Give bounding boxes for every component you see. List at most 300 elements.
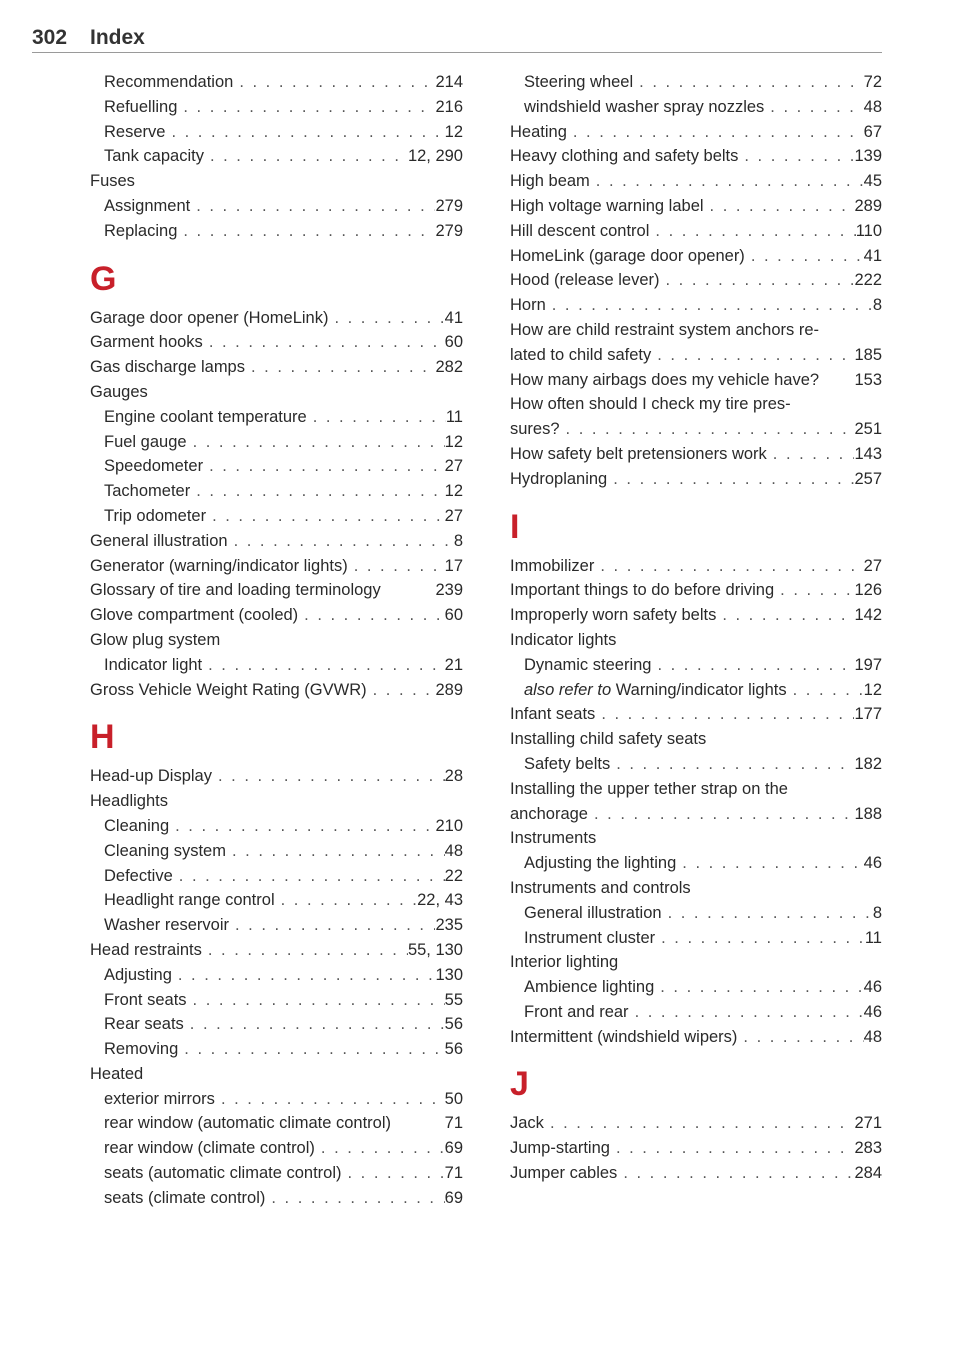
index-entry bbox=[510, 802, 882, 827]
leader-dots bbox=[737, 1025, 863, 1050]
index-entry bbox=[510, 343, 882, 368]
entry-label: lated to child safety bbox=[510, 345, 652, 364]
index-entry bbox=[90, 963, 463, 988]
entry-page-ref: 12 bbox=[863, 680, 882, 699]
entry-page-ref: 279 bbox=[435, 221, 463, 240]
leader-dots bbox=[607, 467, 854, 492]
entry-label: Instruments bbox=[510, 829, 597, 848]
index-entry bbox=[90, 888, 463, 913]
index-entry bbox=[510, 417, 882, 442]
entry-label: Fuel gauge bbox=[104, 432, 187, 451]
index-heading bbox=[90, 789, 463, 814]
entry-page-ref: 11 bbox=[445, 407, 463, 426]
leader-dots bbox=[617, 1161, 854, 1186]
entry-page-ref: 185 bbox=[854, 345, 882, 364]
leader-dots bbox=[178, 1037, 444, 1062]
entry-label: Heating bbox=[510, 122, 567, 141]
leader-dots bbox=[704, 194, 855, 219]
entry-label: Tachometer bbox=[104, 482, 191, 501]
leader-dots bbox=[649, 219, 855, 244]
leader-dots bbox=[307, 405, 446, 430]
entry-page-ref: 257 bbox=[854, 469, 882, 488]
entry-label: Hydroplaning bbox=[510, 469, 608, 488]
entry-label: Gross Vehicle Weight Rating (GVWR) bbox=[90, 680, 367, 699]
entry-page-ref: 27 bbox=[444, 506, 463, 525]
leader-dots bbox=[190, 194, 435, 219]
entry-label: How often should I check my tire pres- bbox=[510, 395, 791, 414]
leader-dots bbox=[226, 839, 445, 864]
entry-page-ref: 177 bbox=[854, 705, 882, 724]
index-heading bbox=[510, 318, 882, 343]
index-entry bbox=[510, 851, 882, 876]
index-heading bbox=[510, 628, 882, 653]
entry-page-ref: 17 bbox=[444, 556, 463, 575]
entry-label: Reserve bbox=[104, 122, 166, 141]
index-column-left bbox=[90, 70, 463, 1211]
entry-label: Horn bbox=[510, 296, 546, 315]
entry-page-ref: 210 bbox=[435, 816, 463, 835]
entry-page-ref: 11 bbox=[864, 928, 882, 947]
index-entry bbox=[510, 702, 882, 727]
entry-page-ref: 27 bbox=[444, 457, 463, 476]
leader-dots bbox=[298, 603, 444, 628]
entry-label: General illustration bbox=[90, 531, 228, 550]
entry-page-ref: 46 bbox=[863, 854, 882, 873]
entry-page-ref: 41 bbox=[444, 308, 463, 327]
leader-dots bbox=[633, 70, 863, 95]
entry-label: Immobilizer bbox=[510, 556, 595, 575]
index-entry bbox=[510, 442, 882, 467]
entry-page-ref: 12 bbox=[444, 482, 463, 501]
entry-page-ref: 279 bbox=[435, 196, 463, 215]
entry-label: Speedometer bbox=[104, 457, 204, 476]
entry-label: Indicator lights bbox=[510, 630, 617, 649]
index-entry bbox=[90, 405, 463, 430]
entry-label: Intermittent (windshield wipers) bbox=[510, 1027, 738, 1046]
index-letter-g: G bbox=[90, 259, 117, 298]
leader-dots bbox=[202, 653, 445, 678]
entry-label: High voltage warning label bbox=[510, 196, 704, 215]
entry-page-ref: 48 bbox=[863, 97, 882, 116]
entry-page-ref: 12, 290 bbox=[407, 147, 463, 166]
index-entry bbox=[510, 926, 882, 951]
entry-label: Refuelling bbox=[104, 97, 178, 116]
entry-label: How many airbags does my vehicle have? bbox=[510, 370, 820, 389]
entry-page-ref: 46 bbox=[863, 978, 882, 997]
entry-label: Head-up Display bbox=[90, 767, 212, 786]
index-entry bbox=[510, 678, 882, 703]
entry-page-ref: 289 bbox=[435, 680, 463, 699]
index-entry bbox=[510, 144, 882, 169]
leader-dots bbox=[315, 1136, 445, 1161]
index-heading bbox=[90, 169, 463, 194]
index-entry bbox=[90, 529, 463, 554]
index-heading bbox=[510, 950, 882, 975]
entry-label: Indicator light bbox=[104, 655, 203, 674]
index-entry bbox=[510, 901, 882, 926]
entry-page-ref: 12 bbox=[444, 432, 463, 451]
entry-page-ref: 71 bbox=[444, 1114, 463, 1133]
entry-label: rear window (automatic climate control) bbox=[104, 1114, 392, 1133]
index-entry bbox=[90, 814, 463, 839]
entry-label: Engine coolant temperature bbox=[104, 407, 307, 426]
leader-dots bbox=[177, 219, 435, 244]
index-heading bbox=[510, 777, 882, 802]
leader-dots bbox=[659, 268, 854, 293]
index-entry bbox=[90, 95, 463, 120]
entry-label: How safety belt pretensioners work bbox=[510, 444, 767, 463]
entry-page-ref: 235 bbox=[435, 916, 463, 935]
leader-dots bbox=[229, 913, 435, 938]
index-entry bbox=[90, 306, 463, 331]
leader-dots bbox=[654, 975, 863, 1000]
index-entry bbox=[510, 368, 882, 393]
leader-dots bbox=[187, 430, 445, 455]
index-entry bbox=[510, 95, 882, 120]
leader-dots bbox=[544, 1111, 855, 1136]
index-entry bbox=[510, 603, 882, 628]
leader-dots bbox=[328, 306, 444, 331]
leader-dots bbox=[745, 244, 864, 269]
entry-label: Infant seats bbox=[510, 705, 596, 724]
index-heading bbox=[510, 826, 882, 851]
entry-label: Generator (warning/indicator lights) bbox=[90, 556, 348, 575]
leader-dots bbox=[567, 120, 864, 145]
leader-dots bbox=[342, 1161, 445, 1186]
entry-page-ref: 284 bbox=[854, 1164, 882, 1183]
index-entry bbox=[90, 479, 463, 504]
leader-dots bbox=[764, 95, 863, 120]
entry-page-ref: 139 bbox=[854, 147, 882, 166]
leader-dots bbox=[595, 702, 854, 727]
entry-label: Gas discharge lamps bbox=[90, 358, 245, 377]
entry-label: Garage door opener (HomeLink) bbox=[90, 308, 329, 327]
index-entry bbox=[90, 330, 463, 355]
leader-dots bbox=[651, 653, 854, 678]
entry-page-ref: 56 bbox=[444, 1040, 463, 1059]
index-entry bbox=[90, 864, 463, 889]
leader-dots bbox=[610, 1136, 855, 1161]
entry-page-ref: 214 bbox=[435, 73, 463, 91]
leader-dots bbox=[560, 417, 855, 442]
index-entry bbox=[510, 1000, 882, 1025]
entry-page-ref: 22, 43 bbox=[417, 891, 463, 910]
index-entry bbox=[90, 1136, 463, 1161]
entry-label: Instrument cluster bbox=[524, 928, 656, 947]
leader-dots bbox=[172, 963, 436, 988]
index-entry bbox=[90, 219, 463, 244]
entry-label: Jack bbox=[510, 1114, 544, 1133]
leader-dots bbox=[245, 355, 435, 380]
entry-page-ref: 271 bbox=[854, 1114, 882, 1133]
page-header bbox=[32, 22, 882, 53]
index-heading bbox=[510, 876, 882, 901]
index-entry bbox=[90, 1111, 463, 1136]
entry-page-ref: 67 bbox=[863, 122, 882, 141]
see-also-target: Warning/indicator lights bbox=[615, 680, 787, 699]
leader-dots bbox=[629, 1000, 864, 1025]
leader-dots bbox=[275, 888, 418, 913]
index-entry bbox=[510, 1111, 882, 1136]
index-entry bbox=[90, 194, 463, 219]
leader-dots bbox=[594, 554, 863, 579]
entry-page-ref: 282 bbox=[435, 358, 463, 377]
entry-label: anchorage bbox=[510, 804, 588, 823]
leader-dots bbox=[203, 330, 445, 355]
entry-label: Jumper cables bbox=[510, 1164, 618, 1183]
leader-dots bbox=[676, 851, 863, 876]
entry-page-ref: 8 bbox=[872, 903, 882, 922]
entry-page-ref: 48 bbox=[863, 1027, 882, 1046]
entry-label: Headlights bbox=[90, 792, 168, 811]
entry-page-ref: 27 bbox=[863, 556, 882, 575]
leader-dots bbox=[215, 1087, 445, 1112]
index-entry bbox=[510, 169, 882, 194]
entry-page-ref: 289 bbox=[854, 196, 882, 215]
entry-label: Glossary of tire and loading terminology bbox=[90, 581, 381, 600]
index-entry bbox=[90, 1012, 463, 1037]
entry-page-ref: 69 bbox=[444, 1188, 463, 1207]
entry-label: Adjusting the lighting bbox=[524, 854, 677, 873]
entry-label: How are child restraint system anchors re- bbox=[510, 320, 820, 339]
entry-label: seats (automatic climate control) bbox=[104, 1164, 342, 1183]
entry-label: Adjusting bbox=[104, 965, 172, 984]
index-entry bbox=[510, 467, 882, 492]
leader-dots bbox=[202, 938, 408, 963]
entry-page-ref: 71 bbox=[444, 1164, 463, 1183]
index-entry bbox=[90, 70, 463, 95]
entry-label: Recommendation bbox=[104, 73, 234, 91]
leader-dots bbox=[212, 764, 445, 789]
leader-dots bbox=[203, 454, 445, 479]
index-entry bbox=[510, 120, 882, 145]
leader-dots bbox=[738, 144, 854, 169]
entry-label: Garment hooks bbox=[90, 333, 203, 352]
entry-label: seats (climate control) bbox=[104, 1188, 266, 1207]
index-letter-h: H bbox=[90, 718, 115, 757]
leader-dots bbox=[662, 901, 873, 926]
entry-page-ref: 130 bbox=[435, 965, 463, 984]
entry-page-ref: 126 bbox=[854, 581, 882, 600]
entry-label: High beam bbox=[510, 172, 590, 191]
index-entry bbox=[90, 839, 463, 864]
entry-page-ref: 60 bbox=[444, 606, 463, 625]
index-entry bbox=[90, 678, 463, 703]
entry-label: Replacing bbox=[104, 221, 178, 240]
leader-dots bbox=[187, 988, 445, 1013]
entry-label: Hill descent control bbox=[510, 221, 650, 240]
entry-page-ref: 21 bbox=[444, 655, 463, 674]
leader-dots bbox=[787, 678, 864, 703]
entry-page-ref: 153 bbox=[854, 370, 882, 389]
entry-page-ref: 143 bbox=[854, 444, 882, 463]
entry-label: Dynamic steering bbox=[524, 655, 652, 674]
entry-label: Hood (release lever) bbox=[510, 271, 660, 290]
index-entry bbox=[510, 268, 882, 293]
entry-label: Cleaning system bbox=[104, 841, 226, 860]
see-also-prefix: also refer to bbox=[524, 680, 612, 699]
index-entry bbox=[90, 988, 463, 1013]
leader-dots bbox=[610, 752, 854, 777]
index-entry bbox=[510, 554, 882, 579]
entry-label: sures? bbox=[510, 420, 560, 439]
entry-page-ref: 8 bbox=[453, 531, 463, 550]
entry-page-ref: 72 bbox=[863, 73, 882, 91]
index-column-right bbox=[510, 70, 882, 1186]
entry-label: Trip odometer bbox=[104, 506, 207, 525]
section-title: Index bbox=[90, 26, 145, 49]
leader-dots bbox=[228, 529, 454, 554]
entry-label: Jump-starting bbox=[510, 1139, 610, 1158]
leader-dots bbox=[184, 1012, 445, 1037]
leader-dots bbox=[190, 479, 444, 504]
index-entry bbox=[90, 913, 463, 938]
entry-label: Cleaning bbox=[104, 816, 170, 835]
entry-page-ref: 46 bbox=[863, 1002, 882, 1021]
entry-label: Ambience lighting bbox=[524, 978, 655, 997]
entry-label: Interior lighting bbox=[510, 953, 619, 972]
index-entry bbox=[90, 554, 463, 579]
index-entry bbox=[90, 653, 463, 678]
index-heading bbox=[90, 380, 463, 405]
entry-page-ref: 142 bbox=[854, 606, 882, 625]
entry-label: General illustration bbox=[524, 903, 662, 922]
leader-dots bbox=[655, 926, 865, 951]
index-heading bbox=[90, 1062, 463, 1087]
leader-dots bbox=[774, 578, 854, 603]
entry-label: Important things to do before driving bbox=[510, 581, 775, 600]
entry-label: Heated bbox=[90, 1064, 144, 1083]
index-entry bbox=[90, 430, 463, 455]
index-heading bbox=[510, 727, 882, 752]
entry-page-ref: 55, 130 bbox=[407, 940, 463, 959]
index-entry bbox=[90, 1087, 463, 1112]
entry-label: Rear seats bbox=[104, 1015, 184, 1034]
index-entry bbox=[90, 578, 463, 603]
index-heading bbox=[90, 628, 463, 653]
index-entry bbox=[90, 764, 463, 789]
entry-label: Washer reservoir bbox=[104, 916, 229, 935]
entry-label: Headlight range control bbox=[104, 891, 275, 910]
leader-dots bbox=[588, 802, 854, 827]
leader-dots bbox=[265, 1186, 444, 1211]
index-entry bbox=[510, 219, 882, 244]
entry-label: Defective bbox=[104, 866, 173, 885]
entry-page-ref: 239 bbox=[435, 581, 463, 600]
entry-label: Glove compartment (cooled) bbox=[90, 606, 299, 625]
index-entry bbox=[90, 504, 463, 529]
index-entry bbox=[510, 1161, 882, 1186]
index-entry bbox=[90, 1186, 463, 1211]
entry-page-ref: 60 bbox=[444, 333, 463, 352]
index-letter-j: J bbox=[510, 1065, 529, 1104]
leader-dots bbox=[348, 554, 445, 579]
leader-dots bbox=[169, 814, 435, 839]
index-entry bbox=[510, 293, 882, 318]
entry-page-ref: 8 bbox=[872, 296, 882, 315]
entry-label: Tank capacity bbox=[104, 147, 204, 166]
entry-page-ref: 222 bbox=[854, 271, 882, 290]
entry-page-ref: 283 bbox=[854, 1139, 882, 1158]
entry-label: Assignment bbox=[104, 196, 191, 215]
entry-page-ref: 55 bbox=[444, 990, 463, 1009]
entry-page-ref: 22 bbox=[444, 866, 463, 885]
index-entry bbox=[90, 603, 463, 628]
index-entry bbox=[510, 70, 882, 95]
index-entry bbox=[90, 144, 463, 169]
leader-dots bbox=[165, 120, 444, 145]
index-entry bbox=[510, 752, 882, 777]
entry-page-ref: 110 bbox=[855, 221, 882, 240]
entry-page-ref: 12 bbox=[444, 122, 463, 141]
entry-label: Gauges bbox=[90, 382, 148, 401]
index-entry bbox=[90, 938, 463, 963]
index-entry bbox=[510, 194, 882, 219]
leader-dots bbox=[233, 70, 435, 95]
entry-page-ref: 182 bbox=[854, 754, 882, 773]
page-number: 302 bbox=[32, 26, 68, 49]
entry-label: Removing bbox=[104, 1040, 179, 1059]
leader-dots bbox=[651, 343, 854, 368]
entry-label: Steering wheel bbox=[524, 73, 634, 91]
index-entry bbox=[90, 1037, 463, 1062]
entry-label: Head restraints bbox=[90, 940, 202, 959]
entry-label: Installing the upper tether strap on the bbox=[510, 779, 788, 798]
entry-page-ref: 48 bbox=[444, 841, 463, 860]
leader-dots bbox=[590, 169, 864, 194]
leader-dots bbox=[716, 603, 854, 628]
index-entry bbox=[90, 355, 463, 380]
leader-dots bbox=[173, 864, 445, 889]
leader-dots bbox=[767, 442, 855, 467]
entry-label: rear window (climate control) bbox=[104, 1139, 315, 1158]
index-letter-i: I bbox=[510, 507, 520, 546]
index-heading bbox=[510, 392, 882, 417]
entry-page-ref: 216 bbox=[435, 97, 463, 116]
entry-label: windshield washer spray nozzles bbox=[524, 97, 765, 116]
entry-label: Installing child safety seats bbox=[510, 730, 707, 749]
entry-label: Fuses bbox=[90, 172, 135, 191]
entry-label bbox=[524, 678, 787, 703]
index-entry bbox=[510, 1025, 882, 1050]
entry-label: Improperly worn safety belts bbox=[510, 606, 717, 625]
index-entry bbox=[90, 120, 463, 145]
entry-label: Front and rear bbox=[524, 1002, 629, 1021]
entry-page-ref: 69 bbox=[444, 1139, 463, 1158]
entry-page-ref: 197 bbox=[854, 655, 882, 674]
entry-page-ref: 41 bbox=[863, 246, 882, 265]
index-entry bbox=[510, 578, 882, 603]
index-entry bbox=[510, 244, 882, 269]
index-entry bbox=[90, 454, 463, 479]
entry-page-ref: 50 bbox=[444, 1089, 463, 1108]
entry-label: HomeLink (garage door opener) bbox=[510, 246, 745, 265]
leader-dots bbox=[206, 504, 445, 529]
leader-dots bbox=[367, 678, 436, 703]
entry-label: Glow plug system bbox=[90, 630, 221, 649]
index-entry bbox=[510, 975, 882, 1000]
entry-page-ref: 251 bbox=[854, 420, 882, 439]
entry-page-ref: 56 bbox=[444, 1015, 463, 1034]
entry-label: exterior mirrors bbox=[104, 1089, 215, 1108]
entry-page-ref: 45 bbox=[863, 172, 882, 191]
index-entry bbox=[510, 1136, 882, 1161]
entry-label: Instruments and controls bbox=[510, 878, 691, 897]
entry-label: Front seats bbox=[104, 990, 187, 1009]
entry-label: Safety belts bbox=[524, 754, 611, 773]
leader-dots bbox=[546, 293, 873, 318]
leader-dots bbox=[177, 95, 435, 120]
